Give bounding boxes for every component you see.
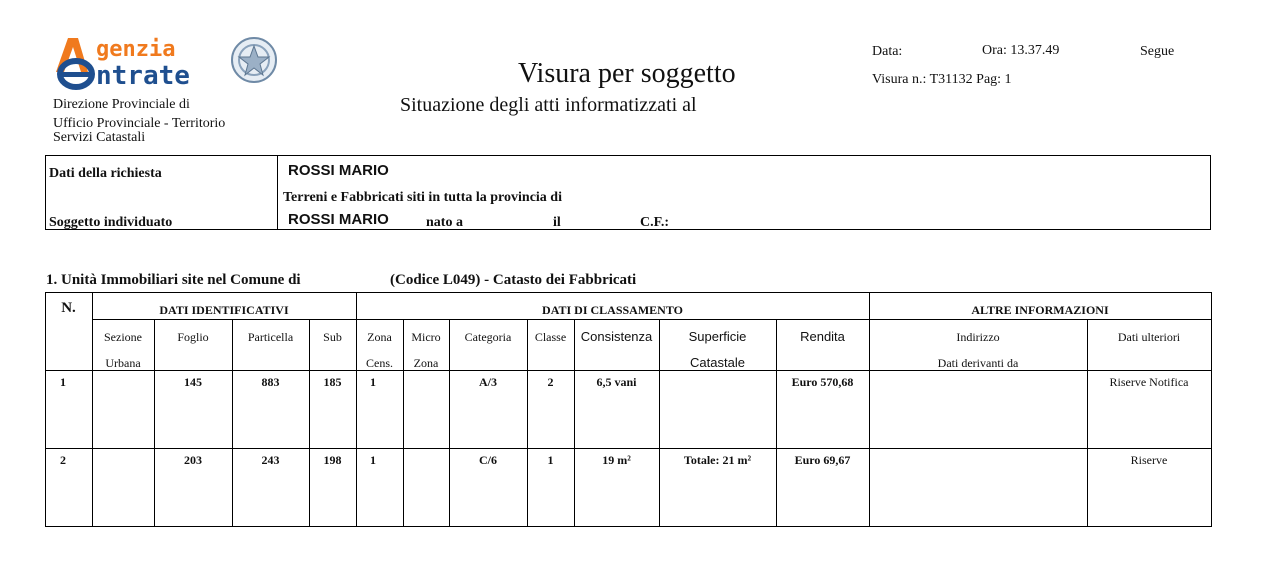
col-indirizzo: Indirizzo xyxy=(956,330,1000,344)
segue-label: Segue xyxy=(1140,44,1175,59)
col-line xyxy=(527,319,528,527)
col-line xyxy=(449,319,450,527)
row-n: 1 xyxy=(60,375,66,389)
col-micro-2: Zona xyxy=(413,356,439,370)
office-line2: Ufficio Provinciale - Territorio xyxy=(53,116,226,131)
request-box xyxy=(45,155,1211,230)
col-dati-ulteriori: Dati ulteriori xyxy=(1117,330,1181,344)
visura-number: Visura n.: T31132 Pag: 1 xyxy=(872,72,1012,87)
col-rendita: Rendita xyxy=(800,329,845,344)
row-n: 2 xyxy=(60,453,66,467)
row-foglio: 203 xyxy=(184,453,202,467)
row-classe: 2 xyxy=(547,375,554,389)
row-categoria: A/3 xyxy=(479,375,497,389)
col-line xyxy=(356,292,357,527)
col-line xyxy=(869,292,870,527)
table-border-top xyxy=(45,292,1212,293)
col-line xyxy=(574,319,575,527)
col-zona: Zona xyxy=(367,330,392,344)
table-border-bottom xyxy=(45,526,1212,527)
row-consistenza: 6,5 vani xyxy=(596,375,637,389)
row-categoria: C/6 xyxy=(479,453,497,467)
row-ulteriori: Riserve xyxy=(1130,453,1168,467)
col-line xyxy=(309,319,310,527)
row-particella: 243 xyxy=(261,453,280,467)
row-zona: 1 xyxy=(370,375,376,389)
col-superficie-2: Catastale xyxy=(690,355,745,370)
col-line xyxy=(659,319,660,527)
header-dati-classamento: DATI DI CLASSAMENTO xyxy=(542,303,683,317)
col-line xyxy=(1087,319,1088,527)
col-line xyxy=(776,319,777,527)
table-border-left xyxy=(45,292,46,527)
nato-a-label: nato a xyxy=(426,215,463,230)
logo-line1: genzia xyxy=(96,37,176,62)
row-rendita: Euro 570,68 xyxy=(791,375,854,389)
soggetto-name: ROSSI MARIO xyxy=(288,211,389,228)
table-group-divider xyxy=(92,319,1212,320)
section-title: 1. Unità Immobiliari site nel Comune di xyxy=(46,272,301,288)
date-label: Data: xyxy=(872,44,903,59)
col-superficie: Superficie xyxy=(688,329,747,344)
col-foglio: Foglio xyxy=(177,330,209,344)
col-categoria: Categoria xyxy=(464,330,512,344)
col-line xyxy=(232,319,233,527)
col-line xyxy=(403,319,404,527)
page-subtitle: Situazione degli atti informatizzati al xyxy=(400,94,697,116)
row-sub: 198 xyxy=(323,453,342,467)
logo-line2: ntrate xyxy=(96,61,190,91)
row-classe: 1 xyxy=(547,453,554,467)
il-label: il xyxy=(553,215,561,230)
col-consistenza: Consistenza xyxy=(580,329,653,344)
row-rendita: Euro 69,67 xyxy=(794,453,851,467)
request-name: ROSSI MARIO xyxy=(288,162,389,179)
row-foglio: 145 xyxy=(184,375,202,389)
request-label: Dati della richiesta xyxy=(49,166,162,181)
col-line xyxy=(154,319,155,527)
section-code: (Codice L049) - Catasto dei Fabbricati xyxy=(390,272,637,288)
table-row-divider xyxy=(45,448,1212,449)
row-consistenza: 19 m² xyxy=(602,453,631,467)
row-ulteriori: Riserve Notifica xyxy=(1109,375,1189,389)
page-title: Visura per soggetto xyxy=(518,58,736,89)
header-n: N. xyxy=(61,300,76,316)
time-label: Ora: 13.37.49 xyxy=(982,43,1060,58)
row-superficie: Totale: 21 m² xyxy=(683,453,752,467)
italian-republic-emblem-icon xyxy=(232,38,276,82)
request-scope: Terreni e Fabbricati siti in tutta la provincia di xyxy=(283,190,562,205)
col-micro: Micro xyxy=(411,330,441,344)
row-sub: 185 xyxy=(323,375,342,389)
col-sub: Sub xyxy=(323,330,342,344)
col-zona-2: Cens. xyxy=(366,356,393,370)
header-altre-informazioni: ALTRE INFORMAZIONI xyxy=(971,303,1109,317)
agenzia-entrate-logo xyxy=(52,32,280,94)
col-indirizzo-2: Dati derivanti da xyxy=(937,356,1019,370)
col-line xyxy=(92,292,93,527)
logo-graphic xyxy=(52,32,280,94)
col-particella: Particella xyxy=(247,330,294,344)
office-line3: Servizi Catastali xyxy=(53,130,146,145)
request-divider xyxy=(277,155,278,230)
office-line1: Direzione Provinciale di xyxy=(53,97,190,112)
cf-label: C.F.: xyxy=(640,215,670,230)
header-dati-identificativi: DATI IDENTIFICATIVI xyxy=(159,303,289,317)
row-zona: 1 xyxy=(370,453,376,467)
row-particella: 883 xyxy=(261,375,280,389)
col-sezione-2: Urbana xyxy=(105,356,141,370)
table-border-right xyxy=(1211,292,1212,527)
soggetto-label: Soggetto individuato xyxy=(49,215,173,230)
col-classe: Classe xyxy=(534,330,567,344)
col-sezione: Sezione xyxy=(104,330,142,344)
